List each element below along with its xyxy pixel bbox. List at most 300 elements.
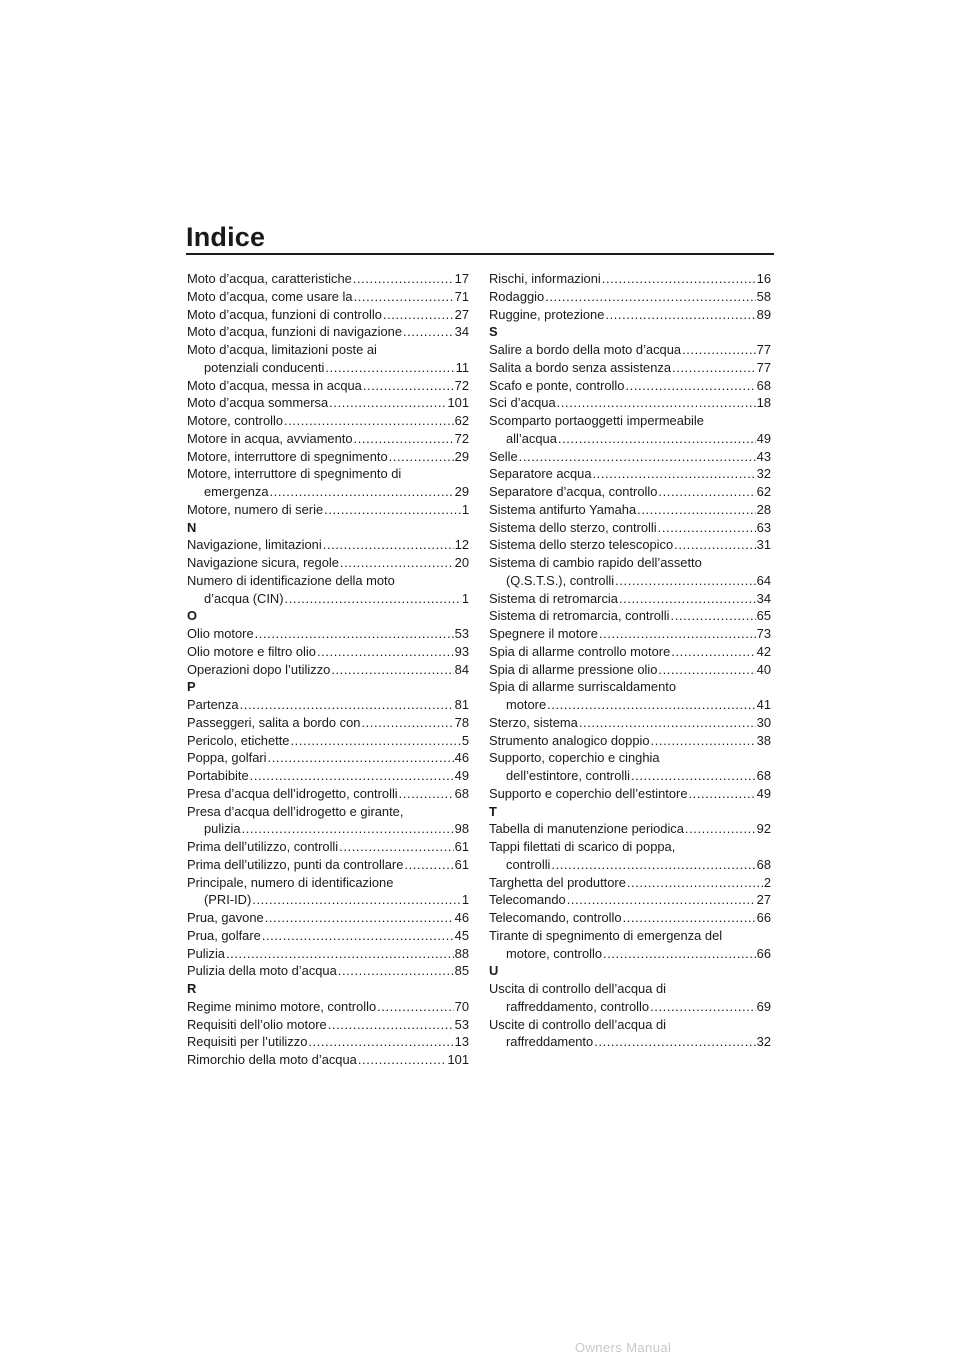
index-entry-page: 71 — [454, 288, 469, 304]
dot-leader — [284, 412, 454, 430]
index-entry-page: 62 — [756, 484, 771, 499]
dot-leader — [685, 820, 756, 838]
index-entry-text: Navigazione sicura, regole — [187, 555, 339, 570]
dot-leader — [615, 572, 755, 590]
index-entry — [187, 874, 469, 892]
index-entry-text: Supporto, coperchio e cinghia — [489, 750, 660, 766]
index-entry — [187, 767, 469, 785]
index-entry-text: Prima dell’utilizzo, punti da controllare — [187, 856, 404, 872]
index-entry-text: Moto d’acqua, funzioni di navigazione — [187, 324, 402, 340]
dot-leader — [262, 927, 454, 945]
dot-leader — [325, 359, 454, 377]
index-entry — [489, 341, 771, 359]
dot-leader — [250, 767, 454, 785]
index-entry-text: Salita a bordo senza assistenza — [489, 359, 672, 375]
index-entry-text: Motore, numero di serie — [187, 501, 324, 517]
dot-leader — [353, 270, 454, 288]
index-entry — [187, 661, 469, 679]
index-entry-page: 70 — [454, 998, 469, 1014]
index-entry-page: 73 — [756, 626, 771, 641]
index-entry-page: 92 — [756, 821, 771, 837]
index-entry-text: Sterzo, sistema — [489, 714, 578, 730]
index-entry-text: Pericolo, etichette — [187, 732, 290, 748]
index-entry — [489, 483, 771, 501]
index-entry-text: Tappi filettati di scarico di poppa, — [489, 839, 676, 854]
dot-leader — [270, 483, 454, 501]
index-entry-page: 17 — [454, 271, 469, 286]
index-entry — [187, 306, 469, 324]
index-entry-text: Sistema di cambio rapido dell’assetto — [489, 555, 702, 570]
dot-leader — [338, 962, 454, 980]
index-entry-page: 61 — [454, 856, 469, 872]
dot-leader — [658, 661, 755, 679]
index-entry — [489, 678, 771, 696]
index-entry — [489, 448, 771, 466]
index-entry-page: 43 — [756, 448, 771, 464]
index-entry — [187, 820, 469, 838]
index-entry — [489, 430, 771, 448]
index-entry-text: Olio motore — [187, 626, 254, 641]
index-entry — [187, 856, 469, 874]
dot-leader — [324, 501, 461, 519]
index-column-left — [187, 270, 469, 1069]
dot-leader — [619, 590, 756, 608]
index-entry-text: Ruggine, protezione — [489, 306, 605, 322]
index-entry-page: 65 — [756, 608, 771, 624]
dot-leader — [242, 820, 454, 838]
index-entry-text: Salire a bordo della moto d’acqua — [489, 342, 682, 357]
dot-leader — [658, 519, 756, 537]
dot-leader — [567, 891, 756, 909]
index-section-letter: U — [489, 963, 499, 979]
dot-leader — [599, 625, 756, 643]
index-entry — [187, 572, 469, 590]
index-entry-page: 29 — [454, 448, 469, 464]
dot-leader — [226, 945, 454, 963]
index-entry-text: Telecomando, controllo — [489, 910, 622, 925]
index-entry-text: Requisiti dell’olio motore — [187, 1016, 327, 1032]
index-entry — [489, 732, 771, 750]
index-entry-page: 77 — [756, 359, 771, 375]
index-entry-text: Principale, numero di identificazione — [187, 874, 394, 890]
dot-leader — [631, 767, 756, 785]
index-entry-text: Moto d’acqua, funzioni di controllo — [187, 306, 382, 322]
index-entry-text: Scafo e ponte, controllo — [489, 377, 625, 393]
index-entry — [489, 1016, 771, 1034]
index-entry-page: 31 — [756, 537, 771, 553]
index-entry-page: 28 — [756, 501, 771, 517]
dot-leader — [603, 945, 756, 963]
index-entry-text: Partenza — [187, 697, 239, 712]
index-entry-text: Spia di allarme pressione olio — [489, 661, 658, 677]
index-entry-text: dell’estintore, controlli — [506, 768, 630, 783]
index-entry — [187, 288, 469, 306]
index-entry-text: Sistema antifurto Yamaha — [489, 501, 637, 517]
dot-leader — [377, 998, 454, 1016]
index-entry-page: 98 — [454, 821, 469, 837]
index-entry-text: controlli — [506, 856, 551, 872]
index-section-letter: N — [187, 519, 197, 535]
index-entry-text: Separatore d’acqua, controllo — [489, 484, 658, 499]
index-entry-text: Motore, interruttore di spegnimento — [187, 448, 388, 464]
index-entry-page: 30 — [756, 714, 771, 730]
dot-leader — [404, 856, 453, 874]
index-entry-text: (PRI-ID) — [204, 892, 252, 908]
index-entry — [489, 501, 771, 519]
index-entry — [187, 749, 469, 767]
index-entry — [489, 874, 771, 892]
index-entry-page: 41 — [756, 697, 771, 712]
index-entry — [489, 572, 771, 590]
dot-leader — [399, 785, 454, 803]
index-entry-page: 11 — [455, 359, 469, 375]
index-entry — [187, 714, 469, 732]
index-entry — [187, 323, 469, 341]
index-entry-text: raffreddamento, controllo — [506, 998, 650, 1014]
index-entry-text: Motore in acqua, avviamento — [187, 430, 353, 446]
index-entry-page: 38 — [756, 732, 771, 748]
dot-leader — [252, 891, 461, 909]
index-entry-text: Sistema dello sterzo telescopico — [489, 537, 674, 553]
index-entry — [187, 394, 469, 412]
dot-leader — [389, 448, 454, 466]
index-entry-page: 42 — [756, 643, 771, 659]
index-entry-page: 58 — [756, 288, 771, 304]
index-entry-page: 34 — [756, 590, 771, 606]
index-entry-text: Operazioni dopo l’utilizzo — [187, 661, 331, 677]
index-entry-text: Spegnere il motore — [489, 626, 598, 641]
index-entry-text: Sistema di retromarcia, controlli — [489, 608, 670, 624]
index-entry — [489, 306, 771, 324]
index-entry-page: 32 — [756, 466, 771, 482]
index-entry-text: Prua, gavone — [187, 910, 264, 925]
index-entry — [489, 856, 771, 874]
index-entry-text: Moto d’acqua, messa in acqua — [187, 377, 362, 393]
index-entry-text: Prua, golfare — [187, 927, 261, 943]
index-section-letter: S — [489, 324, 498, 340]
index-entry-text: motore — [506, 697, 547, 712]
index-entry — [489, 519, 771, 537]
index-entry — [489, 536, 771, 554]
index-entry — [489, 998, 771, 1016]
title-divider — [186, 253, 774, 255]
index-entry-page: 16 — [756, 271, 771, 286]
index-entry — [489, 767, 771, 785]
index-entry — [187, 1016, 469, 1034]
index-entry-text: Prima dell’utilizzo, controlli — [187, 839, 339, 854]
index-entry — [187, 341, 469, 359]
index-entry — [187, 909, 469, 927]
index-entry-text: Spia di allarme controllo motore — [489, 643, 671, 659]
index-entry-text: Supporto e coperchio dell’estintore — [489, 785, 688, 801]
index-entry-page: 40 — [756, 661, 771, 677]
dot-leader — [363, 377, 454, 395]
dot-leader — [358, 1051, 447, 1069]
index-entry-page: 101 — [447, 1052, 469, 1067]
index-entry-page: 81 — [454, 697, 469, 712]
index-entry-page: 68 — [756, 377, 771, 393]
index-entry — [187, 430, 469, 448]
index-entry-page: 64 — [756, 572, 771, 588]
dot-leader — [354, 288, 454, 306]
index-entry-page: 101 — [447, 395, 469, 411]
dot-leader — [240, 696, 454, 714]
index-entry-page: 46 — [454, 750, 469, 766]
index-entry — [187, 945, 469, 963]
index-entry-page: 46 — [454, 910, 469, 925]
watermark: Owners Manual — [575, 1340, 672, 1355]
dot-leader — [651, 732, 756, 750]
index-entry-page: 68 — [454, 785, 469, 801]
index-entry-text: all’acqua — [506, 430, 557, 446]
index-entry-text: Presa d’acqua dell’idrogetto e girante, — [187, 803, 404, 819]
index-section-letter: O — [187, 608, 198, 624]
dot-leader — [268, 749, 454, 767]
index-entry-page: 68 — [756, 856, 771, 872]
index-entry-page: 32 — [756, 1034, 771, 1050]
dot-leader — [331, 661, 453, 679]
index-entry — [489, 412, 771, 430]
index-entry-page: 63 — [756, 519, 771, 535]
index-entry — [187, 536, 469, 554]
index-entry — [489, 749, 771, 767]
index-entry-page: 18 — [756, 395, 771, 411]
dot-leader — [361, 714, 453, 732]
index-entry — [489, 909, 771, 927]
dot-leader — [290, 732, 460, 750]
index-entry — [187, 483, 469, 501]
index-entry-page: 66 — [756, 945, 771, 961]
index-entry-text: Scomparto portaoggetti impermeabile — [489, 413, 704, 428]
index-entry-text: Separatore acqua — [489, 466, 592, 482]
index-entry — [187, 554, 469, 572]
dot-leader — [623, 909, 756, 927]
dot-leader — [592, 465, 755, 483]
index-entry-page: 29 — [454, 484, 469, 499]
index-entry-text: raffreddamento — [506, 1034, 594, 1050]
index-entry-text: Motore, interruttore di spegnimento di — [187, 466, 402, 482]
index-entry-text: potenziali conducenti — [204, 359, 325, 375]
index-entry — [489, 696, 771, 714]
index-entry-page: 78 — [454, 714, 469, 730]
index-entry — [489, 891, 771, 909]
index-entry-page: 53 — [454, 1016, 469, 1032]
index-entry-page: 20 — [454, 555, 469, 570]
index-entry — [489, 607, 771, 625]
index-entry-text: Tirante di spegnimento di emergenza del — [489, 927, 723, 943]
index-entry-page: 49 — [756, 785, 771, 801]
dot-leader — [689, 785, 756, 803]
index-entry — [489, 1033, 771, 1051]
index-entry — [187, 803, 469, 821]
dot-leader — [547, 696, 756, 714]
dot-leader — [339, 838, 453, 856]
index-entry-page: 61 — [454, 839, 469, 854]
index-entry — [489, 590, 771, 608]
index-entry — [187, 501, 469, 519]
index-entry — [489, 945, 771, 963]
dot-leader — [671, 607, 756, 625]
index-entry-text: Portabibite — [187, 768, 249, 783]
index-entry-text: (Q.S.T.S.), controlli — [506, 572, 615, 588]
index-entry-text: Moto d’acqua, caratteristiche — [187, 271, 352, 286]
index-entry-text: Moto d’acqua, come usare la — [187, 288, 353, 304]
index-entry-page: 27 — [454, 306, 469, 322]
index-entry — [187, 785, 469, 803]
index-entry-page: 1 — [461, 501, 469, 517]
dot-leader — [674, 536, 756, 554]
index-entry-text: Poppa, golfari — [187, 750, 267, 766]
index-entry-text: Uscita di controllo dell’acqua di — [489, 981, 666, 996]
index-entry — [489, 820, 771, 838]
dot-leader — [340, 554, 454, 572]
index-entry-text: Sistema dello sterzo, controlli — [489, 519, 657, 535]
index-section-letter: R — [187, 981, 197, 996]
index-entry — [187, 1033, 469, 1051]
dot-leader — [403, 323, 454, 341]
index-entry — [187, 270, 469, 288]
index-entry-page: 1 — [461, 590, 469, 606]
index-entry — [489, 661, 771, 679]
index-entry — [187, 891, 469, 909]
dot-leader — [285, 590, 461, 608]
index-entry — [489, 785, 771, 803]
index-entry — [489, 288, 771, 306]
index-entry-page: 69 — [756, 998, 771, 1014]
index-entry-text: Numero di identificazione della moto — [187, 572, 395, 588]
index-entry-page: 34 — [454, 324, 469, 340]
index-entry-page: 77 — [756, 342, 771, 357]
index-entry-text: Pulizia della moto d’acqua — [187, 963, 337, 979]
dot-leader — [627, 874, 763, 892]
index-entry-page: 68 — [756, 768, 771, 783]
index-entry — [187, 962, 469, 980]
index-entry — [489, 927, 771, 945]
index-entry — [187, 643, 469, 661]
dot-leader — [557, 394, 756, 412]
index-entry — [489, 714, 771, 732]
index-entry-page: 12 — [454, 537, 469, 553]
index-section-letter: T — [489, 803, 497, 819]
index-entry — [187, 465, 469, 483]
dot-leader — [519, 448, 756, 466]
index-entry — [187, 625, 469, 643]
index-entry — [187, 448, 469, 466]
index-entry — [489, 394, 771, 412]
index-entry-page: 93 — [454, 643, 469, 659]
index-entry-page: 45 — [454, 927, 469, 943]
index-entry-text: Uscite di controllo dell’acqua di — [489, 1016, 666, 1032]
index-entry-text: Navigazione, limitazioni — [187, 537, 322, 553]
index-entry-text: emergenza — [204, 484, 269, 499]
dot-leader — [625, 377, 755, 395]
index-entry — [489, 554, 771, 572]
index-entry — [187, 412, 469, 430]
index-entry — [187, 1051, 469, 1069]
index-entry — [489, 838, 771, 856]
index-entry-text: Rodaggio — [489, 288, 545, 304]
index-entry-page: 5 — [461, 732, 469, 748]
index-entry — [489, 377, 771, 395]
index-entry-page: 49 — [454, 768, 469, 783]
dot-leader — [328, 1016, 454, 1034]
dot-leader — [637, 501, 756, 519]
dot-leader — [308, 1033, 453, 1051]
dot-leader — [658, 483, 755, 501]
index-entry — [187, 590, 469, 608]
dot-leader — [579, 714, 756, 732]
dot-leader — [551, 856, 755, 874]
index-entry-page: 72 — [454, 377, 469, 393]
dot-leader — [383, 306, 454, 324]
index-section-letter: P — [187, 679, 196, 695]
index-entry-page: 53 — [454, 626, 469, 641]
index-entry-text: Rimorchio della moto d’acqua — [187, 1052, 357, 1067]
index-entry-page: 72 — [454, 430, 469, 446]
index-entry — [489, 465, 771, 483]
dot-leader — [671, 643, 755, 661]
index-entry-text: Spia di allarme surriscaldamento — [489, 679, 676, 695]
index-entry — [187, 838, 469, 856]
index-entry-text: Targhetta del produttore — [489, 874, 626, 890]
index-entry — [187, 359, 469, 377]
index-entry-text: Sci d’acqua — [489, 395, 556, 411]
dot-leader — [558, 430, 756, 448]
index-column-right — [489, 270, 771, 1051]
dot-leader — [354, 430, 454, 448]
index-entry-page: 66 — [756, 910, 771, 925]
index-entry-text: motore, controllo — [506, 945, 603, 961]
index-entry-text: Regime minimo motore, controllo — [187, 998, 377, 1014]
dot-leader — [602, 270, 756, 288]
index-entry — [489, 270, 771, 288]
index-entry-page: 2 — [763, 874, 771, 890]
index-entry-page: 27 — [756, 892, 771, 908]
dot-leader — [265, 909, 454, 927]
index-entry — [187, 927, 469, 945]
index-entry — [489, 359, 771, 377]
index-entry-text: Requisiti per l’utilizzo — [187, 1034, 308, 1050]
index-entry-text: Sistema di retromarcia — [489, 590, 618, 606]
index-entry — [489, 625, 771, 643]
dot-leader — [545, 288, 755, 306]
index-entry-text: Telecomando — [489, 892, 566, 908]
index-entry — [489, 643, 771, 661]
dot-leader — [672, 359, 756, 377]
dot-leader — [682, 341, 756, 359]
dot-leader — [317, 643, 454, 661]
dot-leader — [329, 394, 446, 412]
dot-leader — [323, 536, 454, 554]
index-entry-text: pulizia — [204, 821, 241, 837]
dot-leader — [605, 306, 755, 324]
dot-leader — [594, 1033, 755, 1051]
index-entry-text: d’acqua (CIN) — [204, 590, 284, 606]
index-entry-page: 1 — [461, 892, 469, 908]
index-entry-page: 13 — [454, 1034, 469, 1050]
dot-leader — [650, 998, 756, 1016]
index-entry-text: Olio motore e filtro olio — [187, 643, 316, 659]
index-entry-text: Moto d’acqua, limitazioni poste ai — [187, 342, 377, 357]
index-entry — [187, 377, 469, 395]
index-entry-text: Pulizia — [187, 945, 225, 961]
index-entry-text: Passeggeri, salita a bordo con — [187, 714, 361, 730]
page-title: Indice — [186, 222, 266, 252]
index-entry-page: 62 — [454, 413, 469, 428]
index-entry-page: 89 — [756, 306, 771, 322]
index-entry-text: Tabella di manutenzione periodica — [489, 821, 684, 837]
index-entry-page: 84 — [454, 661, 469, 677]
